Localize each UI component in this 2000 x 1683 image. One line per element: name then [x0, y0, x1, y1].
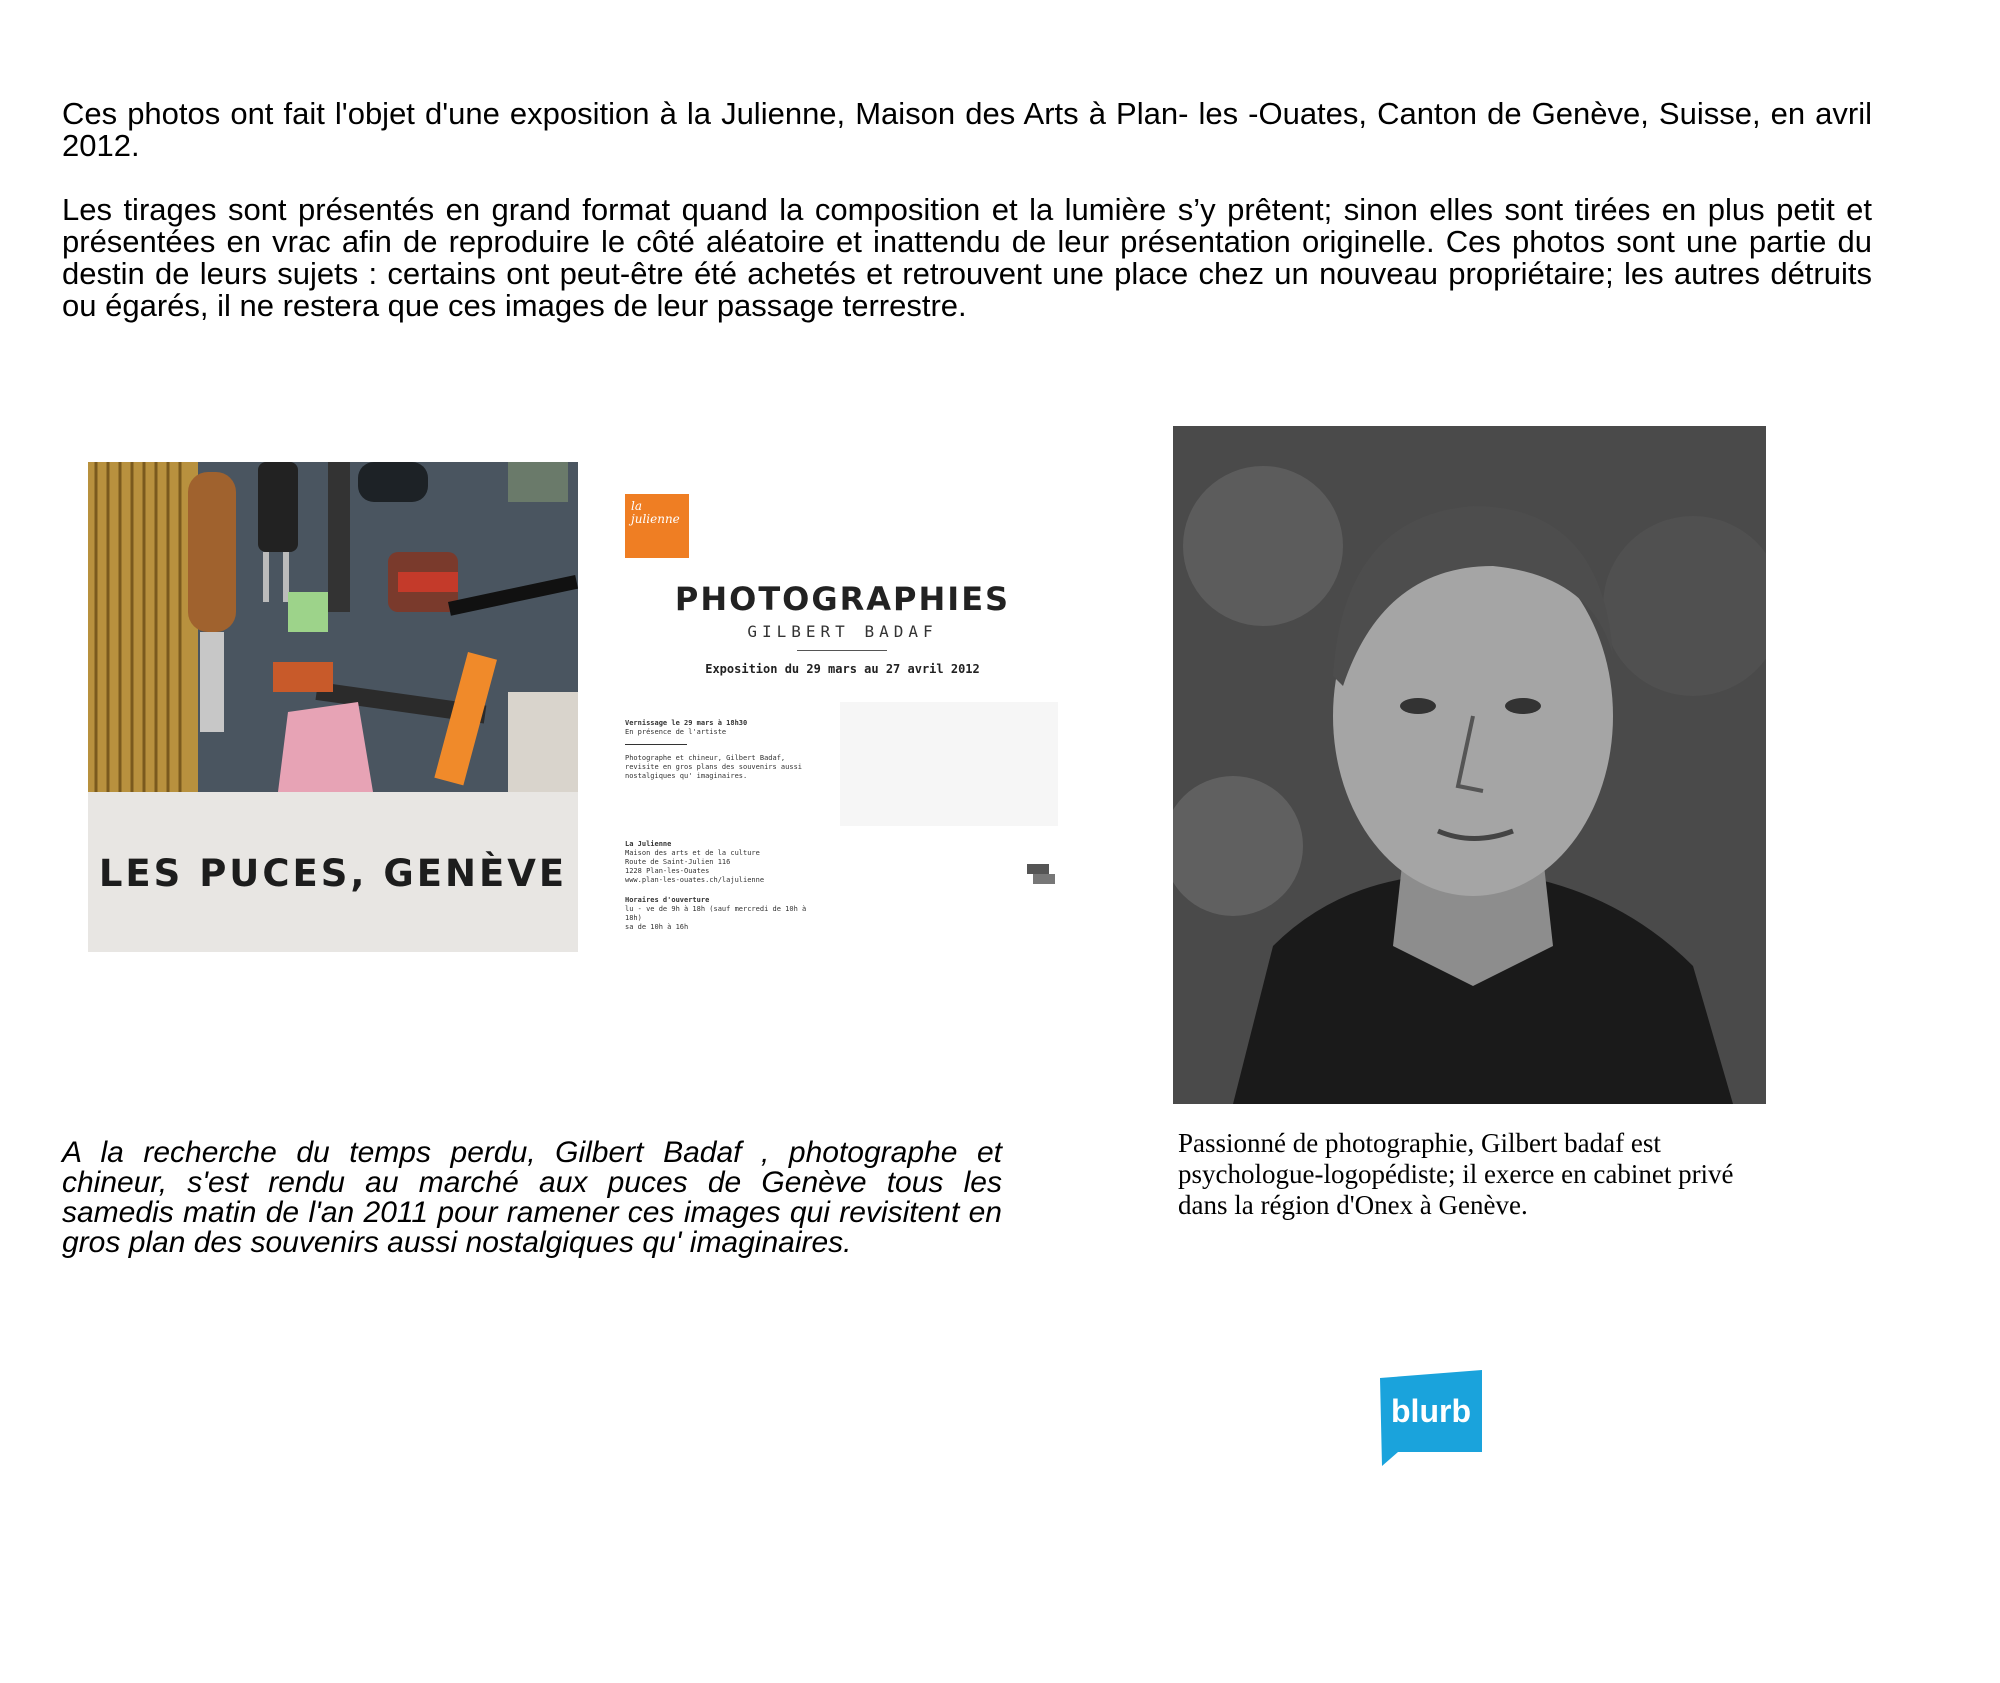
- hours-line-1: lu - ve de 9h à 18h (sauf mercredi de 10h à 18h): [625, 905, 807, 922]
- flyer-image-placeholder: [840, 702, 1058, 826]
- flyer-hours: [625, 896, 825, 932]
- venue-line-3: Route de Saint-Julien 116: [625, 858, 731, 866]
- flyer-blurb: Photographe et chineur, Gilbert Badaf, revisite en gros plans des souvenirs aussi nostalgiques qu' imaginaires.: [625, 754, 803, 780]
- exhibition-flyer: [615, 462, 1070, 952]
- venue-line-1: La Julienne: [625, 840, 672, 848]
- flyer-dates: Exposition du 29 mars au 27 avril 2012: [705, 662, 980, 676]
- flyer-artist: GILBERT BADAF: [747, 622, 938, 641]
- cover-poster: [88, 462, 578, 952]
- vernissage-rule: [625, 744, 687, 745]
- venue-line-4: 1228 Plan-les-Ouates: [625, 867, 710, 875]
- intro-paragraph-2: Les tirages sont présentés en grand format quand la composition et la lumière s’y prêtent; sinon elles sont tirées en plus petit et présentées en vrac afin de reproduire le côté aléatoire et inattendu de leur présentation originelle. Ces photos sont une partie du destin de leurs sujets : certains ont peut-être été achetés et retrouvent une place chez un nouveau propriétaire; les autres détruits ou égarés, il ne restera que ces images de leur passage terrestre.: [62, 192, 1872, 323]
- venue-line-2: Maison des arts et de la culture: [625, 849, 760, 857]
- flyer-divider: [797, 650, 887, 651]
- presence-text: En présence de l'artiste: [625, 728, 727, 736]
- artist-portrait-photo: [1173, 426, 1766, 1104]
- flyer-small-icon: [1027, 862, 1057, 888]
- flyer-venue: [625, 840, 805, 885]
- flyer-title: PHOTOGRAPHIES: [674, 580, 1011, 618]
- blurb-logo: [1380, 1370, 1482, 1466]
- hours-title: Horaires d'ouverture: [625, 896, 710, 904]
- flyer-vernissage: [625, 719, 805, 737]
- intro-paragraph-1: Ces photos ont fait l'objet d'une exposition à la Julienne, Maison des Arts à Plan- les -Ouates, Canton de Genève, Suisse, en avril 2012.: [62, 96, 1872, 163]
- cover-title: LES PUCES, GENÈVE: [98, 852, 568, 895]
- julienne-logo: la julienne: [625, 494, 689, 558]
- flea-market-tools-photo: [88, 462, 578, 792]
- intro-text: [62, 98, 1872, 354]
- blurb-logo-text: blurb: [1391, 1393, 1471, 1429]
- vernissage-text: Vernissage le 29 mars à 18h30: [625, 719, 748, 727]
- artist-bio-caption: Passionné de photographie, Gilbert badaf est psychologue-logopédiste; il exerce en cabinet privé dans la région d'Onex à Genève.: [1178, 1128, 1734, 1220]
- exhibition-caption: A la recherche du temps perdu, Gilbert Badaf , photographe et chineur, s'est rendu au marché aux puces de Genève tous les samedis matin de l'an 2011 pour ramener ces images qui revisitent en gros plan des souvenirs aussi nostalgiques qu' imaginaires.: [62, 1136, 1002, 1259]
- hours-line-2: sa de 10h à 16h: [625, 923, 689, 931]
- venue-line-5: www.plan-les-ouates.ch/lajulienne: [625, 876, 765, 884]
